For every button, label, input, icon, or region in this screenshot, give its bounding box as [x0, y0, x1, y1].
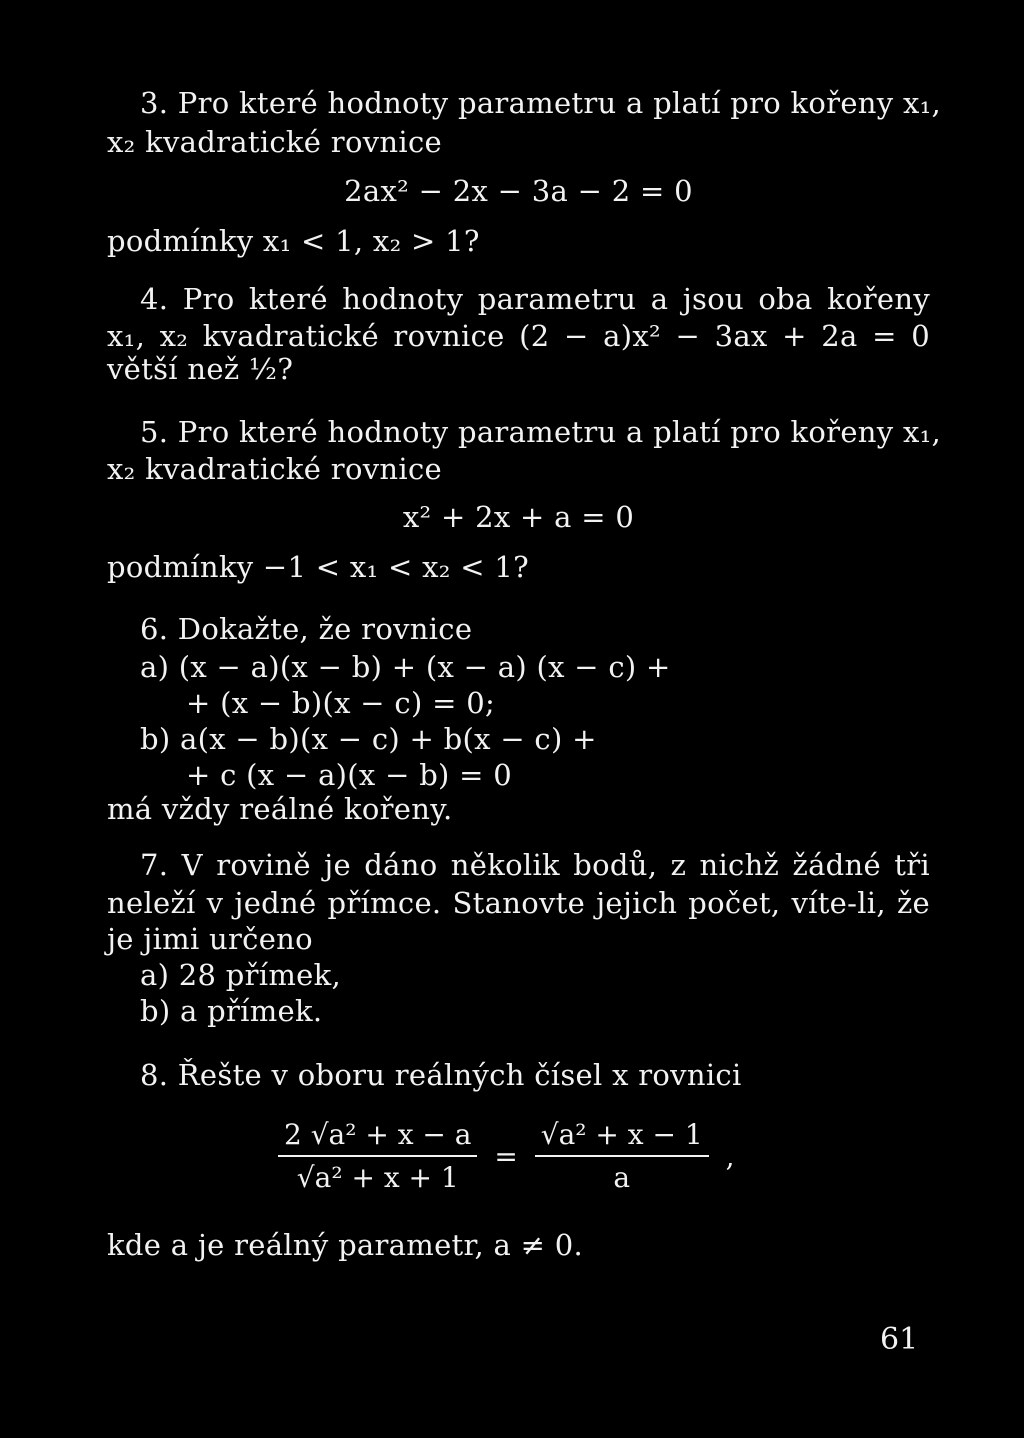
problem-5-line-1: 5. Pro které hodnoty parametru a platí pro kořeny x₁,: [140, 415, 942, 449]
problem-8-line-1: 8. Řešte v oboru reálných čísel x rovnici: [140, 1058, 742, 1092]
fraction-right-denominator: a: [613, 1161, 631, 1194]
fraction-left-numerator: 2 √a² + x − a: [278, 1118, 477, 1157]
problem-7-line-3: je jimi určeno: [107, 922, 313, 956]
problem-4-line-2: x₁, x₂ kvadratické rovnice (2 − a)x² − 3ax + 2a = 0: [107, 319, 930, 353]
fraction-right: [535, 1118, 709, 1194]
problem-5-equation: x² + 2x + a = 0: [402, 500, 635, 534]
fraction-left-denominator: √a² + x + 1: [296, 1161, 459, 1194]
problem-5-line-3: podmínky −1 < x₁ < x₂ < 1?: [107, 550, 529, 584]
problem-6-part-a-line-2: + (x − b)(x − c) = 0;: [186, 686, 496, 720]
problem-8-line-2: kde a je reálný parametr, a ≠ 0.: [107, 1228, 583, 1262]
problem-4-line-3: větší než ½?: [107, 352, 294, 386]
problem-6-part-b-line-2: + c (x − a)(x − b) = 0: [186, 758, 513, 792]
fraction-left: [278, 1118, 477, 1194]
problem-3-equation: 2ax² − 2x − 3a − 2 = 0: [344, 174, 693, 208]
problem-6-line-last: má vždy reálné kořeny.: [107, 792, 453, 826]
problem-6-line-1: 6. Dokažte, že rovnice: [140, 612, 473, 646]
problem-6-part-a-line-1: a) (x − a)(x − b) + (x − a) (x − c) +: [140, 650, 671, 684]
problem-7-line-1: 7. V rovině je dáno několik bodů, z nichž žádné tři: [140, 848, 930, 882]
problem-3-line-2: x₂ kvadratické rovnice: [107, 125, 442, 159]
problem-7-part-a: a) 28 přímek,: [140, 958, 341, 992]
problem-7-part-b: b) a přímek.: [140, 994, 323, 1028]
problem-3-line-3: podmínky x₁ < 1, x₂ > 1?: [107, 224, 480, 258]
problem-5-line-2: x₂ kvadratické rovnice: [107, 452, 442, 486]
page-number: 61: [880, 1322, 919, 1357]
equals-sign: =: [494, 1139, 518, 1173]
problem-8-equation: [278, 1118, 742, 1194]
problem-3-line-1: 3. Pro které hodnoty parametru a platí pro kořeny x₁,: [140, 86, 942, 120]
trailing-comma: ,: [725, 1139, 735, 1173]
problem-6-part-b-line-1: b) a(x − b)(x − c) + b(x − c) +: [140, 722, 597, 756]
problem-7-line-2: neleží v jedné přímce. Stanovte jejich počet, víte-li, že: [107, 886, 930, 920]
problem-4-line-1: 4. Pro které hodnoty parametru a jsou oba kořeny: [140, 282, 930, 316]
fraction-right-numerator: √a² + x − 1: [535, 1118, 709, 1157]
